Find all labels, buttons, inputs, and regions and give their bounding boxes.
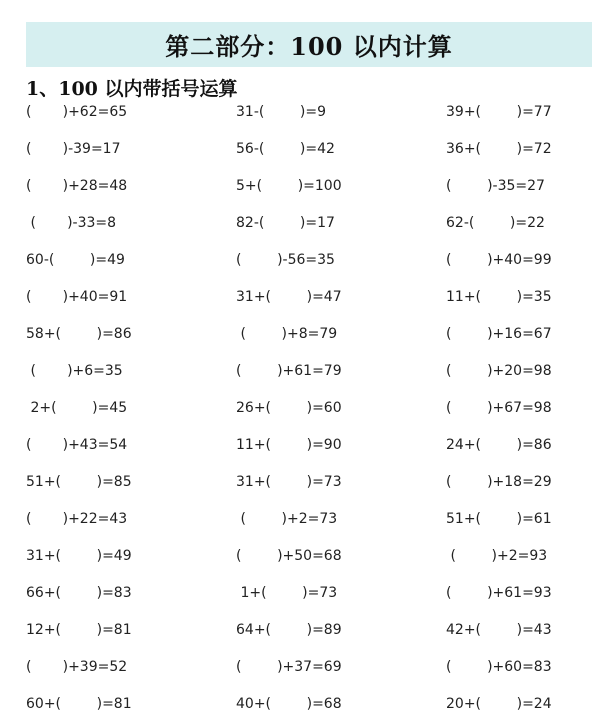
problem-item: 51+( )=85 [26, 474, 132, 490]
problem-item: 64+( )=89 [236, 622, 342, 638]
problem-item: 40+( )=68 [236, 696, 342, 712]
problem-item: ( )+8=79 [236, 326, 338, 342]
problem-item: 31+( )=73 [236, 474, 342, 490]
problem-item: 20+( )=24 [446, 696, 552, 712]
problem-item: 39+( )=77 [446, 104, 552, 120]
problem-item: 66+( )=83 [26, 585, 132, 601]
problem-item: 31-( )=9 [236, 104, 327, 120]
problem-item: ( )+28=48 [26, 178, 128, 194]
problem-item: 51+( )=61 [446, 511, 552, 527]
problem-item: ( )-33=8 [26, 215, 117, 231]
problem-item: 24+( )=86 [446, 437, 552, 453]
problem-item: 31+( )=49 [26, 548, 132, 564]
problem-item: 12+( )=81 [26, 622, 132, 638]
problem-item: ( )+60=83 [446, 659, 552, 675]
problem-item: ( )+40=91 [26, 289, 128, 305]
problem-item: ( )+61=93 [446, 585, 552, 601]
problem-item: ( )+40=99 [446, 252, 552, 268]
problem-item: 2+( )=45 [26, 400, 128, 416]
problem-item: 11+( )=35 [446, 289, 552, 305]
problem-item: ( )-39=17 [26, 141, 121, 157]
problem-item: ( )-35=27 [446, 178, 545, 194]
problem-item: ( )+6=35 [26, 363, 123, 379]
problem-item: 5+( )=100 [236, 178, 342, 194]
section-heading: 1、100 以内带括号运算 [26, 78, 238, 100]
problem-item: 26+( )=60 [236, 400, 342, 416]
problem-item: ( )+43=54 [26, 437, 128, 453]
problem-item: ( )+37=69 [236, 659, 342, 675]
problem-item: ( )-56=35 [236, 252, 335, 268]
problem-item: 82-( )=17 [236, 215, 335, 231]
problem-item: ( )+16=67 [446, 326, 552, 342]
problem-item: ( )+2=73 [236, 511, 338, 527]
problem-item: ( )+50=68 [236, 548, 342, 564]
page-title: 第二部分：100 以内计算 [165, 32, 453, 61]
problem-item: ( )+61=79 [236, 363, 342, 379]
problem-item: 62-( )=22 [446, 215, 545, 231]
problem-item: 60-( )=49 [26, 252, 125, 268]
problem-item: 31+( )=47 [236, 289, 342, 305]
problem-item: ( )+18=29 [446, 474, 552, 490]
problem-item: ( )+67=98 [446, 400, 552, 416]
problem-item: ( )+20=98 [446, 363, 552, 379]
problem-item: 11+( )=90 [236, 437, 342, 453]
problem-item: 56-( )=42 [236, 141, 335, 157]
problem-item: 58+( )=86 [26, 326, 132, 342]
problem-item: ( )+62=65 [26, 104, 128, 120]
problem-item: 36+( )=72 [446, 141, 552, 157]
problem-item: 1+( )=73 [236, 585, 338, 601]
problem-item: 60+( )=81 [26, 696, 132, 712]
problem-item: ( )+2=93 [446, 548, 548, 564]
problem-item: 42+( )=43 [446, 622, 552, 638]
problem-item: ( )+39=52 [26, 659, 128, 675]
problem-item: ( )+22=43 [26, 511, 128, 527]
